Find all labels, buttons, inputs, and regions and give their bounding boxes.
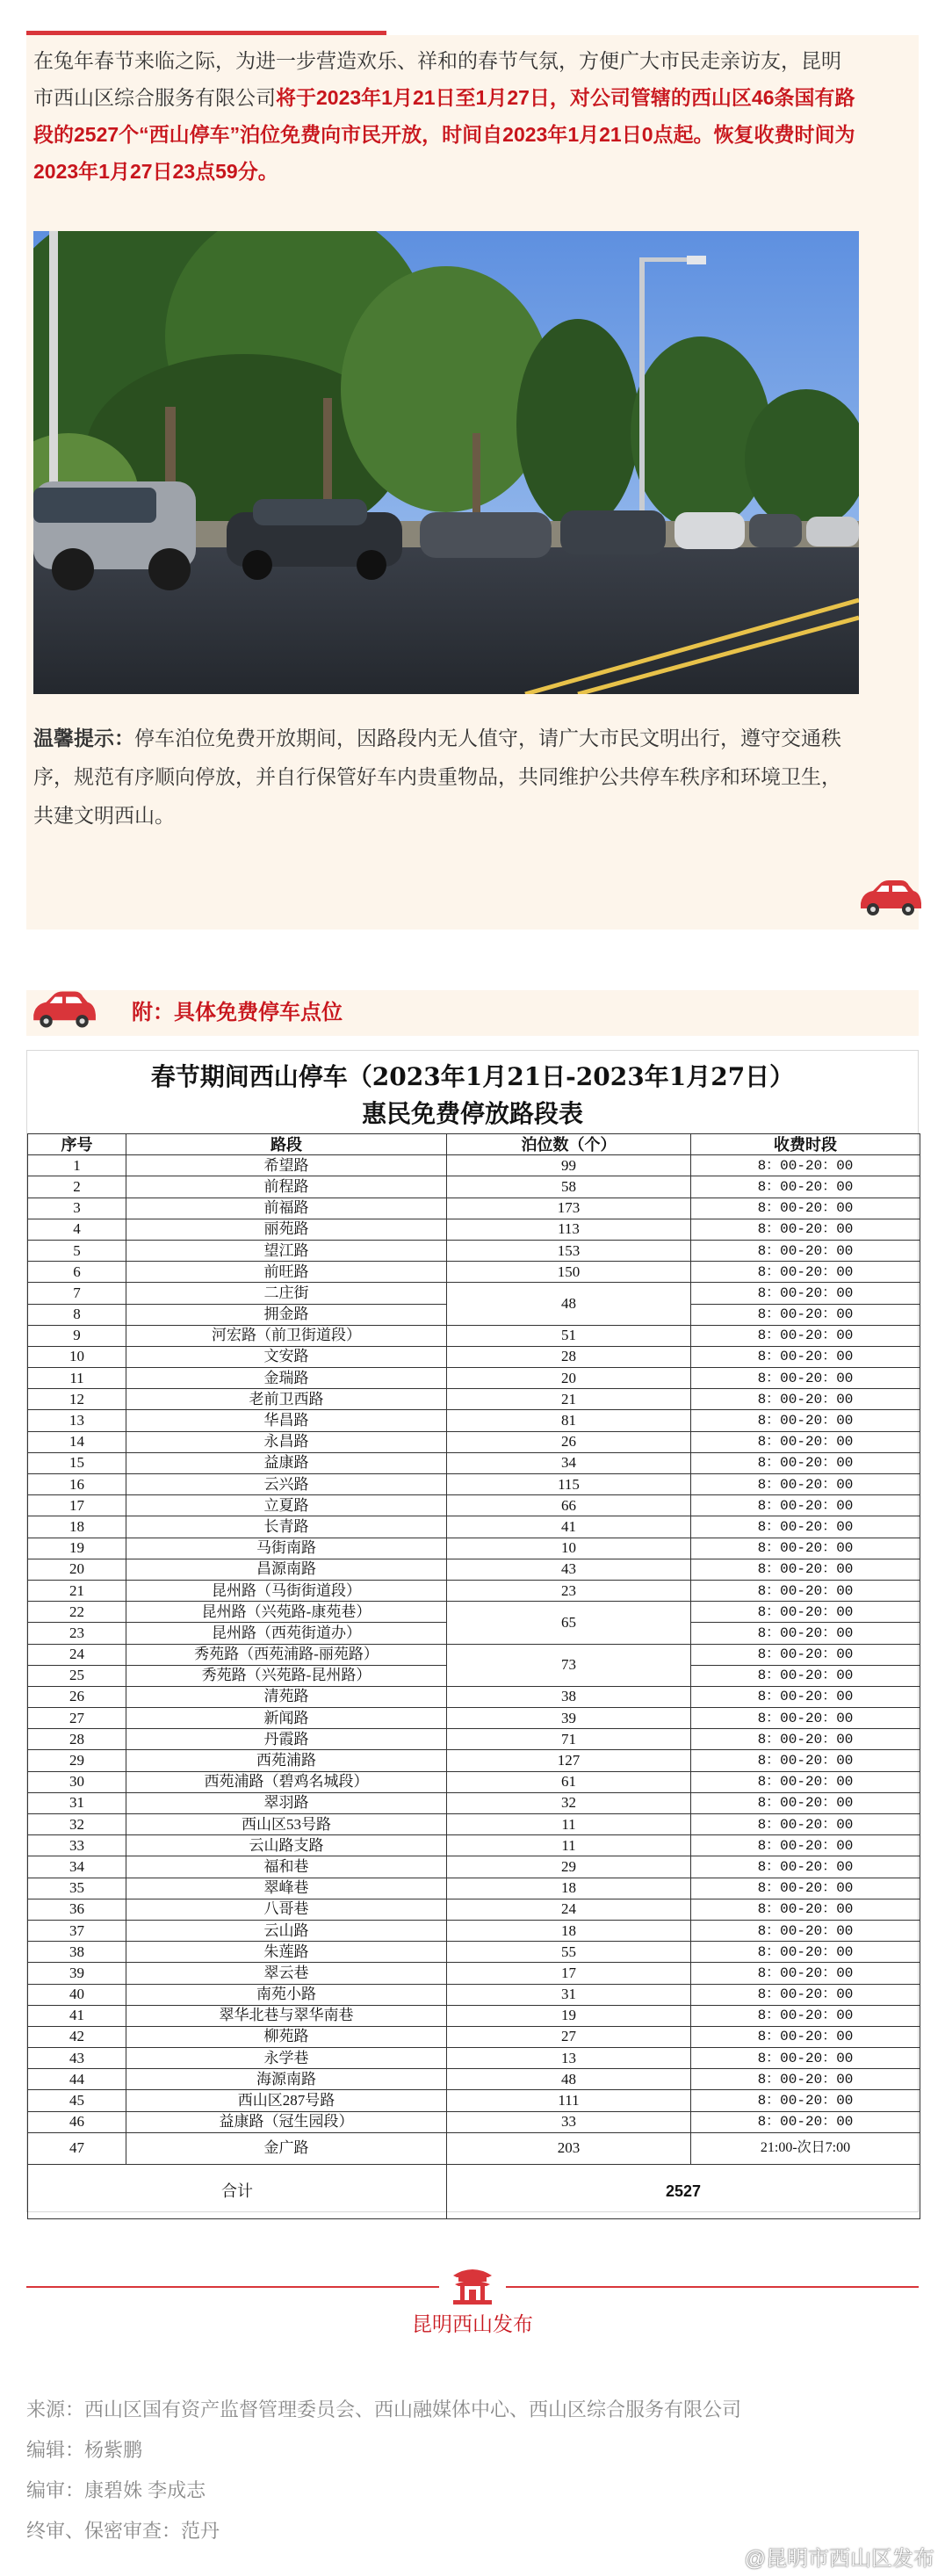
- pavilion-icon: [450, 2265, 495, 2305]
- header-fee: 收费时段: [691, 1134, 920, 1155]
- table-row: [28, 2026, 920, 2047]
- table-row: [28, 1792, 920, 1813]
- row-road: 昆州路（马街街道段）: [126, 1580, 447, 1601]
- row-road: 朱莲路: [126, 1942, 447, 1963]
- row-fee: 8：00-20：00: [691, 1623, 920, 1644]
- table-row: [28, 1984, 920, 2005]
- row-fee: 8：00-20：00: [691, 1474, 920, 1495]
- table-row: [28, 1538, 920, 1559]
- row-no: 2: [28, 1176, 126, 1198]
- row-no: 46: [28, 2111, 126, 2132]
- red-car-icon: [854, 879, 924, 917]
- row-no: 9: [28, 1325, 126, 1346]
- table-row: [28, 1878, 920, 1899]
- row-count: 73: [447, 1644, 691, 1686]
- row-fee: 8：00-20：00: [691, 1325, 920, 1346]
- row-no: 13: [28, 1410, 126, 1431]
- row-fee: 8：00-20：00: [691, 1283, 920, 1304]
- credit-reviewer: 编审：康碧姝 李成志: [26, 2479, 206, 2501]
- credit-editor: 编辑：杨紫鹏: [26, 2439, 143, 2461]
- row-road: 望江路: [126, 1240, 447, 1261]
- intro-highlight-text: 将于2023年1月21日至1月27日，对公司管辖的西山区46条国有路段的2527个“西山停车”泊位免费向市民开放，时间自2023年1月21日0点起。恢复收费时间为2023年1月27日23点59分。: [33, 86, 855, 183]
- row-count: 39: [447, 1708, 691, 1729]
- row-road: 新闻路: [126, 1708, 447, 1729]
- parking-table: [27, 1133, 920, 2219]
- table-row: [28, 1644, 920, 1665]
- row-fee: 8：00-20：00: [691, 1198, 920, 1219]
- table-row: [28, 2069, 920, 2090]
- row-count: 18: [447, 1920, 691, 1941]
- header-no: 序号: [28, 1134, 126, 1155]
- table-row: [28, 1389, 920, 1410]
- row-no: 25: [28, 1665, 126, 1686]
- row-fee: 8：00-20：00: [691, 1814, 920, 1835]
- row-no: 28: [28, 1729, 126, 1750]
- intro-plain-text: 在兔年春节来临之际，为进一步营造欢乐、祥和的春节气氛，方便广大市民走亲访友，昆明市西山区综合服务有限公司: [33, 49, 841, 109]
- row-count: 58: [447, 1176, 691, 1198]
- row-fee: 8：00-20：00: [691, 2026, 920, 2047]
- row-no: 44: [28, 2069, 126, 2090]
- row-no: 24: [28, 1644, 126, 1665]
- row-fee: 8：00-20：00: [691, 1219, 920, 1240]
- table-row: [28, 1771, 920, 1792]
- row-road: 翠峰巷: [126, 1878, 447, 1899]
- row-count: 38: [447, 1686, 691, 1707]
- row-no: 43: [28, 2048, 126, 2069]
- row-count: 150: [447, 1262, 691, 1283]
- row-count: 21: [447, 1389, 691, 1410]
- row-fee: 8：00-20：00: [691, 1942, 920, 1963]
- row-no: 37: [28, 1920, 126, 1941]
- row-road: 西山区53号路: [126, 1814, 447, 1835]
- table-row: [28, 1942, 920, 1963]
- table-row: [28, 2005, 920, 2026]
- row-road: 益康路: [126, 1452, 447, 1473]
- row-fee: 8：00-20：00: [691, 2069, 920, 2090]
- row-road: 西苑浦路: [126, 1750, 447, 1771]
- table-row: [28, 1835, 920, 1856]
- row-count: 29: [447, 1856, 691, 1878]
- parking-table-card: [26, 1050, 919, 2212]
- row-fee: 8：00-20：00: [691, 1410, 920, 1431]
- row-count: 32: [447, 1792, 691, 1813]
- table-row: [28, 1963, 920, 1984]
- credits-block: [26, 2390, 741, 2551]
- table-row: [28, 1856, 920, 1878]
- footer-divider-right: [506, 2286, 919, 2288]
- row-no: 3: [28, 1198, 126, 1219]
- table-row: [28, 1262, 920, 1283]
- row-road: 昆州路（兴苑路-康苑巷）: [126, 1602, 447, 1623]
- row-count: 65: [447, 1602, 691, 1644]
- row-no: 27: [28, 1708, 126, 1729]
- row-count: 43: [447, 1559, 691, 1580]
- row-count: 31: [447, 1984, 691, 2005]
- row-count: 18: [447, 1878, 691, 1899]
- table-row: [28, 1559, 920, 1580]
- table-row: [28, 2090, 920, 2111]
- row-count: 173: [447, 1198, 691, 1219]
- row-count: 10: [447, 1538, 691, 1559]
- row-road: 昆州路（西苑街道办）: [126, 1623, 447, 1644]
- street-parking-photo: [33, 231, 859, 694]
- row-no: 41: [28, 2005, 126, 2026]
- row-road: 海源南路: [126, 2069, 447, 2090]
- table-row: [28, 1602, 920, 1623]
- row-count: 11: [447, 1814, 691, 1835]
- tip-lead: 温馨提示：: [33, 727, 134, 749]
- row-fee: 8：00-20：00: [691, 1240, 920, 1261]
- row-no: 42: [28, 2026, 126, 2047]
- table-row: [28, 1410, 920, 1431]
- row-no: 7: [28, 1283, 126, 1304]
- row-fee: 8：00-20：00: [691, 1729, 920, 1750]
- row-count: 81: [447, 1410, 691, 1431]
- table-row: [28, 1899, 920, 1920]
- row-road: 立夏路: [126, 1495, 447, 1516]
- row-fee: 8：00-20：00: [691, 1559, 920, 1580]
- table-header-row: [28, 1134, 920, 1155]
- row-road: 文安路: [126, 1346, 447, 1367]
- row-no: 21: [28, 1580, 126, 1601]
- row-road: 前旺路: [126, 1262, 447, 1283]
- row-road: 福和巷: [126, 1856, 447, 1878]
- row-fee: 8：00-20：00: [691, 1602, 920, 1623]
- table-body: [28, 1155, 920, 2165]
- row-fee: 8：00-20：00: [691, 1452, 920, 1473]
- row-no: 45: [28, 2090, 126, 2111]
- row-no: 32: [28, 1814, 126, 1835]
- row-road: 马街南路: [126, 1538, 447, 1559]
- row-fee: 8：00-20：00: [691, 1665, 920, 1686]
- table-row: [28, 1325, 920, 1346]
- row-road: 柳苑路: [126, 2026, 447, 2047]
- row-no: 35: [28, 1878, 126, 1899]
- table-row: [28, 1346, 920, 1367]
- row-road: 清苑路: [126, 1686, 447, 1707]
- row-road: 金广路: [126, 2132, 447, 2164]
- table-row: [28, 1240, 920, 1261]
- row-fee: 8：00-20：00: [691, 1856, 920, 1878]
- row-count: 24: [447, 1899, 691, 1920]
- table-row: [28, 1474, 920, 1495]
- row-no: 14: [28, 1431, 126, 1452]
- tip-body: 停车泊位免费开放期间，因路段内无人值守，请广大市民文明出行，遵守交通秩序，规范有序顺向停放，并自行保管好车内贵重物品，共同维护公共停车秩序和环境卫生，共建文明西山。: [33, 727, 841, 827]
- row-no: 34: [28, 1856, 126, 1878]
- row-no: 22: [28, 1602, 126, 1623]
- row-fee: 8：00-20：00: [691, 1389, 920, 1410]
- row-fee: 8：00-20：00: [691, 1538, 920, 1559]
- row-fee: 8：00-20：00: [691, 1368, 920, 1389]
- row-road: 丽苑路: [126, 1219, 447, 1240]
- total-row: [28, 2164, 920, 2218]
- row-count: 111: [447, 2090, 691, 2111]
- table-row: [28, 1729, 920, 1750]
- row-fee: 8：00-20：00: [691, 1899, 920, 1920]
- row-fee: 8：00-20：00: [691, 1920, 920, 1941]
- row-road: 二庄街: [126, 1283, 447, 1304]
- credit-source: 来源：西山区国有资产监督管理委员会、西山融媒体中心、西山区综合服务有限公司: [26, 2399, 742, 2420]
- row-fee: 8：00-20：00: [691, 1155, 920, 1176]
- row-count: 115: [447, 1474, 691, 1495]
- row-count: 20: [447, 1368, 691, 1389]
- row-no: 17: [28, 1495, 126, 1516]
- row-count: 48: [447, 2069, 691, 2090]
- row-no: 12: [28, 1389, 126, 1410]
- row-road: 秀苑路（兴苑路-昆州路）: [126, 1665, 447, 1686]
- row-road: 河宏路（前卫街道段）: [126, 1325, 447, 1346]
- row-no: 29: [28, 1750, 126, 1771]
- table-row: [28, 2048, 920, 2069]
- row-fee: 8：00-20：00: [691, 1580, 920, 1601]
- row-road: 西苑浦路（碧鸡名城段）: [126, 1771, 447, 1792]
- row-no: 23: [28, 1623, 126, 1644]
- table-row: [28, 1176, 920, 1198]
- row-count: 26: [447, 1431, 691, 1452]
- row-no: 20: [28, 1559, 126, 1580]
- row-no: 26: [28, 1686, 126, 1707]
- row-count: 13: [447, 2048, 691, 2069]
- row-fee: 8：00-20：00: [691, 1516, 920, 1538]
- row-road: 希望路: [126, 1155, 447, 1176]
- footer-divider-left: [26, 2286, 439, 2288]
- row-road: 益康路（冠生园段）: [126, 2111, 447, 2132]
- table-row: [28, 1155, 920, 1176]
- row-count: 11: [447, 1835, 691, 1856]
- row-count: 33: [447, 2111, 691, 2132]
- row-count: 34: [447, 1452, 691, 1473]
- row-count: 113: [447, 1219, 691, 1240]
- row-fee: 8：00-20：00: [691, 1708, 920, 1729]
- intro-paragraph: [33, 42, 859, 190]
- row-no: 31: [28, 1792, 126, 1813]
- row-road: 南苑小路: [126, 1984, 447, 2005]
- row-count: 127: [447, 1750, 691, 1771]
- row-fee: 8：00-20：00: [691, 1984, 920, 2005]
- row-road: 昌源南路: [126, 1559, 447, 1580]
- row-no: 33: [28, 1835, 126, 1856]
- row-count: 99: [447, 1155, 691, 1176]
- row-no: 19: [28, 1538, 126, 1559]
- row-fee: 8：00-20：00: [691, 2005, 920, 2026]
- table-row: [28, 2111, 920, 2132]
- row-no: 4: [28, 1219, 126, 1240]
- row-fee: 8：00-20：00: [691, 2090, 920, 2111]
- row-count: 19: [447, 2005, 691, 2026]
- appendix-label: 附：具体免费停车点位: [132, 1001, 343, 1024]
- row-fee: 8：00-20：00: [691, 1431, 920, 1452]
- row-road: 丹霞路: [126, 1729, 447, 1750]
- table-row: [28, 1198, 920, 1219]
- row-count: 71: [447, 1729, 691, 1750]
- row-fee: 8：00-20：00: [691, 1878, 920, 1899]
- row-fee: 8：00-20：00: [691, 1771, 920, 1792]
- row-no: 36: [28, 1899, 126, 1920]
- row-count: 41: [447, 1516, 691, 1538]
- row-no: 38: [28, 1942, 126, 1963]
- row-no: 39: [28, 1963, 126, 1984]
- red-car-icon: [26, 989, 98, 1030]
- row-no: 15: [28, 1452, 126, 1473]
- row-count: 153: [447, 1240, 691, 1261]
- row-fee: 8：00-20：00: [691, 1792, 920, 1813]
- row-road: 翠云巷: [126, 1963, 447, 1984]
- row-road: 永昌路: [126, 1431, 447, 1452]
- row-no: 47: [28, 2132, 126, 2164]
- table-row: [28, 1283, 920, 1304]
- row-road: 长青路: [126, 1516, 447, 1538]
- row-road: 云山路: [126, 1920, 447, 1941]
- footer-brand: 昆明西山发布: [412, 2312, 533, 2335]
- row-road: 翠羽路: [126, 1792, 447, 1813]
- row-fee: 8：00-20：00: [691, 1963, 920, 1984]
- total-label: 合计: [28, 2164, 447, 2218]
- row-count: 17: [447, 1963, 691, 1984]
- table-row: [28, 1814, 920, 1835]
- row-road: 金瑞路: [126, 1368, 447, 1389]
- row-fee: 8：00-20：00: [691, 1644, 920, 1665]
- row-fee: 8：00-20：00: [691, 2048, 920, 2069]
- row-no: 18: [28, 1516, 126, 1538]
- row-no: 5: [28, 1240, 126, 1261]
- table-row: [28, 1750, 920, 1771]
- table-row: [28, 1708, 920, 1729]
- row-count: 203: [447, 2132, 691, 2164]
- row-road: 前福路: [126, 1198, 447, 1219]
- row-count: 51: [447, 1325, 691, 1346]
- table-row: [28, 1495, 920, 1516]
- table-row: [28, 1920, 920, 1941]
- row-road: 云兴路: [126, 1474, 447, 1495]
- row-no: 30: [28, 1771, 126, 1792]
- credit-final: 终审、保密审查：范丹: [26, 2520, 220, 2542]
- row-road: 八哥巷: [126, 1899, 447, 1920]
- table-row: [28, 1580, 920, 1601]
- row-fee: 8：00-20：00: [691, 1495, 920, 1516]
- table-row: [28, 1686, 920, 1707]
- header-road: 路段: [126, 1134, 447, 1155]
- row-road: 拥金路: [126, 1304, 447, 1325]
- row-count: 66: [447, 1495, 691, 1516]
- row-road: 老前卫西路: [126, 1389, 447, 1410]
- row-no: 6: [28, 1262, 126, 1283]
- table-row: [28, 1516, 920, 1538]
- row-count: 28: [447, 1346, 691, 1367]
- row-no: 11: [28, 1368, 126, 1389]
- row-road: 西山区287号路: [126, 2090, 447, 2111]
- row-no: 8: [28, 1304, 126, 1325]
- row-road: 云山路支路: [126, 1835, 447, 1856]
- row-no: 40: [28, 1984, 126, 2005]
- row-count: 27: [447, 2026, 691, 2047]
- row-road: 翠华北巷与翠华南巷: [126, 2005, 447, 2026]
- row-no: 16: [28, 1474, 126, 1495]
- table-subtitle: 惠民免费停放路段表: [361, 1099, 583, 1128]
- row-fee: 8：00-20：00: [691, 1750, 920, 1771]
- watermark: @昆明市西山区发布: [744, 2547, 934, 2571]
- row-count: 61: [447, 1771, 691, 1792]
- row-count: 48: [447, 1283, 691, 1325]
- table-row: [28, 1368, 920, 1389]
- row-fee: 8：00-20：00: [691, 1346, 920, 1367]
- row-road: 秀苑路（西苑浦路-丽苑路）: [126, 1644, 447, 1665]
- row-road: 永学巷: [126, 2048, 447, 2069]
- row-fee: 8：00-20：00: [691, 1262, 920, 1283]
- row-no: 1: [28, 1155, 126, 1176]
- row-no: 10: [28, 1346, 126, 1367]
- table-row: [28, 2132, 920, 2164]
- row-fee: 8：00-20：00: [691, 1176, 920, 1198]
- row-fee: 8：00-20：00: [691, 2111, 920, 2132]
- table-title: 春节期间西山停车（2023年1月21日-2023年1月27日）: [150, 1062, 795, 1091]
- row-fee: 8：00-20：00: [691, 1304, 920, 1325]
- row-fee: 8：00-20：00: [691, 1686, 920, 1707]
- row-fee: 8：00-20：00: [691, 1835, 920, 1856]
- row-count: 23: [447, 1580, 691, 1601]
- row-count: 55: [447, 1942, 691, 1963]
- tip-paragraph: [33, 719, 859, 835]
- row-road: 华昌路: [126, 1410, 447, 1431]
- row-road: 前程路: [126, 1176, 447, 1198]
- table-row: [28, 1431, 920, 1452]
- row-fee: 21:00-次日7:00: [691, 2132, 920, 2164]
- table-row: [28, 1219, 920, 1240]
- header-count: 泊位数（个）: [447, 1134, 691, 1155]
- table-row: [28, 1452, 920, 1473]
- total-value: 2527: [447, 2164, 920, 2218]
